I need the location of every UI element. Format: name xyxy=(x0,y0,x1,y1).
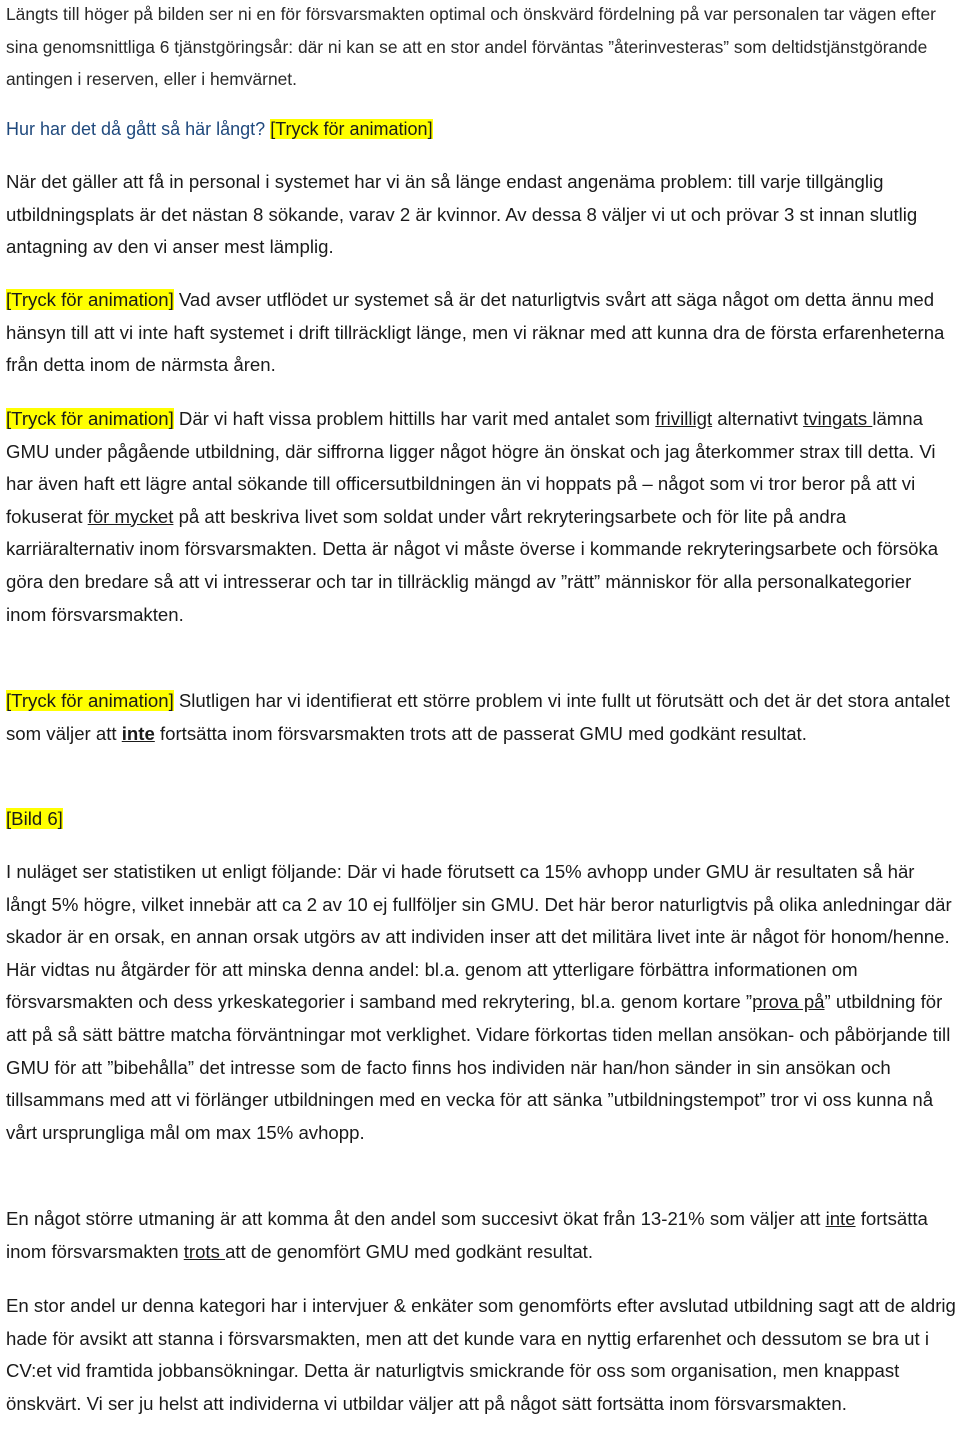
intro-text: Längts till höger på bilden ser ni en för försvarsmakten optimal och önskvärd fördelning på var personalen tar vägen efter sina genomsnittliga 6 tjänstgöringsår: där ni kan se att en stor andel förväntas ”återinvesteras” som deltidstjänstgörande antingen i reserven, eller i hemvärnet. xyxy=(6,4,936,90)
problems-text-d: på att beskriva livet som soldat under vårt rekryteringsarbete och för lite på andra karriäralternativ inom försvarsmakten. Detta är något vi måste överse i kommande rekryteringsarbete och försöka göra den bredare så att vi intresserar och tar in tillräcklig mängd av ”rätt” människor för alla personalkategorier inom försvarsmakten. xyxy=(6,505,939,625)
progress-heading-paragraph xyxy=(6,113,956,146)
challenge-paragraph xyxy=(6,1203,956,1268)
image-tag: [Bild 6] xyxy=(6,808,63,829)
animation-tag: [Tryck för animation] xyxy=(270,119,433,139)
image-tag-paragraph xyxy=(6,803,956,836)
progress-heading: Hur har det då gått så här långt? xyxy=(6,119,266,139)
problems-text-c: lämna GMU under pågående utbildning, där siffrorna ligger något högre än önskat och jag återkommer strax till detta. Vi har även haft ett lägre antal sökande till officersutbildningen än vi hoppats på – något som vi tror beror på att vi fokuserat xyxy=(6,408,936,527)
underlined-tvingats: tvingats xyxy=(803,408,873,429)
survey-text: En stor andel ur denna kategori har i intervjuer & enkäter som genomförts efter avslutad utbildning sagt att de aldrig hade för avsikt att stanna i försvarsmakten, men att det kunde vara en nyttig erfarenhet och dessutom se bra ut i CV:et vid framtida jobbansökningar. Detta är naturligtvis smickrande för oss som organisation, men knappast önskvärt. Vi ser ju helst att individerna vi utbildar väljer att på något sätt fortsätta inom försvarsmakten. xyxy=(6,1295,956,1414)
underlined-for-mycket: för mycket xyxy=(87,505,174,527)
problems-paragraph xyxy=(6,403,956,631)
retention-paragraph xyxy=(6,685,956,750)
outflow-text: Vad avser utflödet ur systemet så är det naturligtvis svårt att säga något om detta ännu med hänsyn till att vi inte haft systemet i drift tillräckligt länge, men vi räknar med att kunna dra de första erfarenheterna från detta inom de närmsta åren. xyxy=(6,289,945,376)
intro-paragraph xyxy=(6,0,956,96)
intake-paragraph xyxy=(6,166,956,264)
problems-text-a: Där vi haft vissa problem hittills har varit med antalet som xyxy=(173,408,656,429)
underlined-inte: inte xyxy=(121,722,155,744)
underlined-inte: inte xyxy=(825,1208,856,1229)
animation-tag: [Tryck för animation] xyxy=(6,408,174,429)
challenge-text-b: fortsätta inom försvarsmakten xyxy=(6,1208,928,1262)
survey-paragraph xyxy=(6,1290,956,1420)
animation-tag: [Tryck för animation] xyxy=(6,289,174,310)
retention-text-b: fortsätta inom försvarsmakten trots att de passerat GMU med godkänt resultat. xyxy=(154,722,807,744)
outflow-paragraph xyxy=(6,284,956,382)
statistics-text-b: ” utbildning för att på så sätt bättre matcha förväntningar mot verklighet. Vidare förkortas tiden mellan ansökan- och påbörjande till GMU för att ”bibehålla” det intresse som de facto finns hos individen när han/hon sänder in sin ansökan och tillsammans med att vi förlänger utbildningen med en vecka för att sänka ”utbildningstempot” tror vi oss kunna nå vårt ursprungliga mål om max 15% avhopp. xyxy=(6,991,951,1143)
challenge-text-c: att de genomfört GMU med godkänt resultat. xyxy=(225,1240,593,1262)
statistics-text-a: I nuläget ser statistiken ut enligt följande: Där vi hade förutsett ca 15% avhopp under GMU är resultaten så här långt 5% högre, vilket innebär att ca 2 av 10 ej fullföljer sin GMU. Det här beror naturligtvis på olika anledningar där skador är en orsak, en annan orsak utgörs av att individen inser att det militära livet inte är något för honom/henne. Här vidtas nu åtgärder för att minska denna andel: bl.a. genom att ytterligare förbättra informationen om försvarsmakten och dess yrkeskategorier i samband med rekrytering, bl.a. genom kortare ” xyxy=(6,861,952,1013)
challenge-text-a: En något större utmaning är att komma åt den andel som succesivt ökat från 13-21% som väljer att xyxy=(6,1208,826,1229)
underlined-frivilligt: frivilligt xyxy=(655,408,713,429)
intake-text: När det gäller att få in personal i systemet har vi än så länge endast angenäma problem: till varje tillgänglig utbildningsplats är det nästan 8 sökande, varav 2 är kvinnor. Av dessa 8 väljer vi ut och prövar 3 st innan slutlig antagning av den vi anser mest lämplig. xyxy=(6,171,918,258)
underlined-trots: trots xyxy=(183,1240,226,1262)
statistics-paragraph xyxy=(6,856,956,1149)
underlined-prova-pa: prova på xyxy=(752,991,825,1013)
problems-text-b: alternativt xyxy=(712,408,804,429)
animation-tag: [Tryck för animation] xyxy=(6,690,174,711)
retention-text-a: Slutligen har vi identifierat ett större problem vi inte fullt ut förutsätt och det är det stora antalet som väljer att xyxy=(6,690,950,744)
